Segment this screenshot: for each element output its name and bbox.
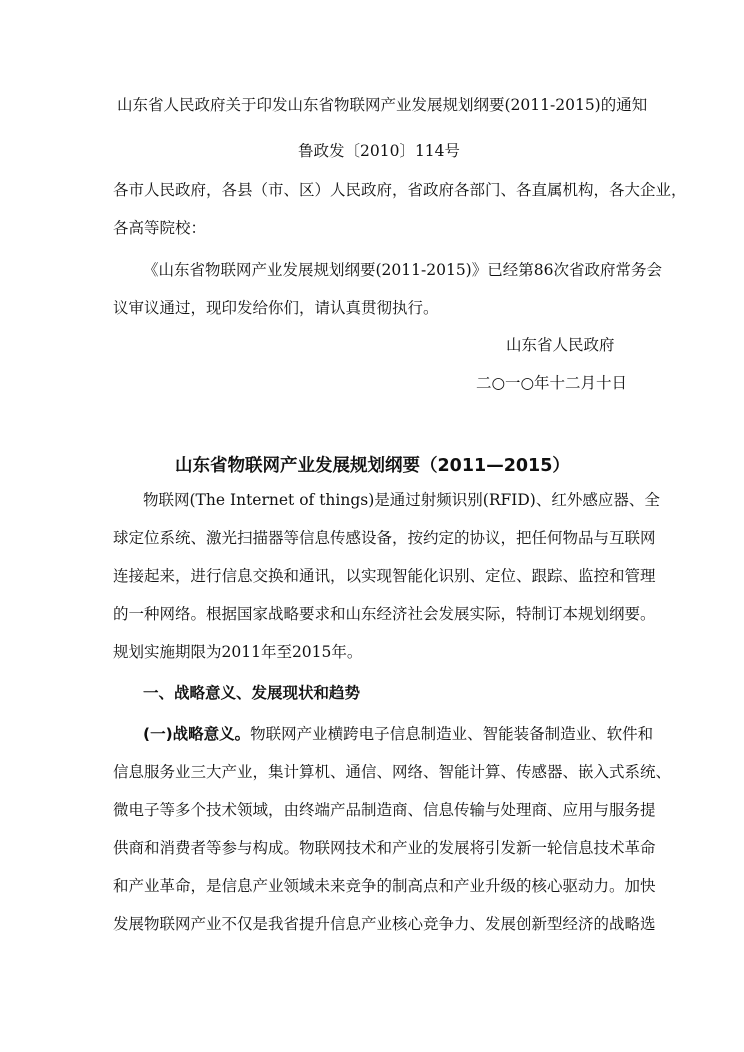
intro-line-1: 物联网(The Internet of things)是通过射频识别(RFID)、红外感应器、全 [143, 491, 660, 509]
subsection-1-text: 物联网产业横跨电子信息制造业、智能装备制造业、软件和 [250, 725, 654, 743]
subsection-1-line-3: 微电子等多个技术领域，由终端产品制造商、信息传输与处理商、应用与服务提 [113, 801, 656, 819]
addressee-line-1: 各市人民政府，各县（市、区）人民政府，省政府各部门、各直属机构，各大企业， [113, 181, 687, 199]
notice-title: 山东省人民政府关于印发山东省物联网产业发展规划纲要(2011-2015)的通知 [117, 96, 648, 114]
issuer-signature: 山东省人民政府 [506, 336, 615, 354]
subsection-1-line-4: 供商和消费者等参与构成。物联网技术和产业的发展将引发新一轮信息技术革命 [113, 839, 656, 857]
plan-title: 山东省物联网产业发展规划纲要（2011—2015） [175, 456, 570, 476]
intro-line-3: 连接起来，进行信息交换和通讯，以实现智能化识别、定位、跟踪、监控和管理 [113, 567, 656, 585]
notice-body-line-1: 《山东省物联网产业发展规划纲要(2011-2015)》已经第86次省政府常务会 [143, 261, 662, 279]
subsection-1-lead: (一)战略意义。 [143, 725, 251, 743]
subsection-1-first-line [143, 724, 653, 744]
intro-line-4: 的一种网络。根据国家战略要求和山东经济社会发展实际，特制订本规划纲要。 [113, 605, 656, 623]
issue-date: 二○一○年十二月十日 [476, 374, 628, 392]
addressee-line-2: 各高等院校： [113, 219, 207, 237]
notice-body-line-2: 议审议通过，现印发给你们，请认真贯彻执行。 [113, 299, 439, 317]
document-number: 鲁政发〔2010〕114号 [298, 142, 461, 160]
section-heading-1: 一、战略意义、发展现状和趋势 [143, 684, 361, 702]
intro-line-5: 规划实施期限为2011年至2015年。 [113, 643, 363, 661]
subsection-1-line-5: 和产业革命，是信息产业领域未来竞争的制高点和产业升级的核心驱动力。加快 [113, 877, 656, 895]
intro-line-2: 球定位系统、激光扫描器等信息传感设备，按约定的协议，把任何物品与互联网 [113, 529, 656, 547]
subsection-1-line-2: 信息服务业三大产业，集计算机、通信、网络、智能计算、传感器、嵌入式系统、 [113, 763, 672, 781]
subsection-1-line-6: 发展物联网产业不仅是我省提升信息产业核心竞争力、发展创新型经济的战略选 [113, 915, 656, 933]
